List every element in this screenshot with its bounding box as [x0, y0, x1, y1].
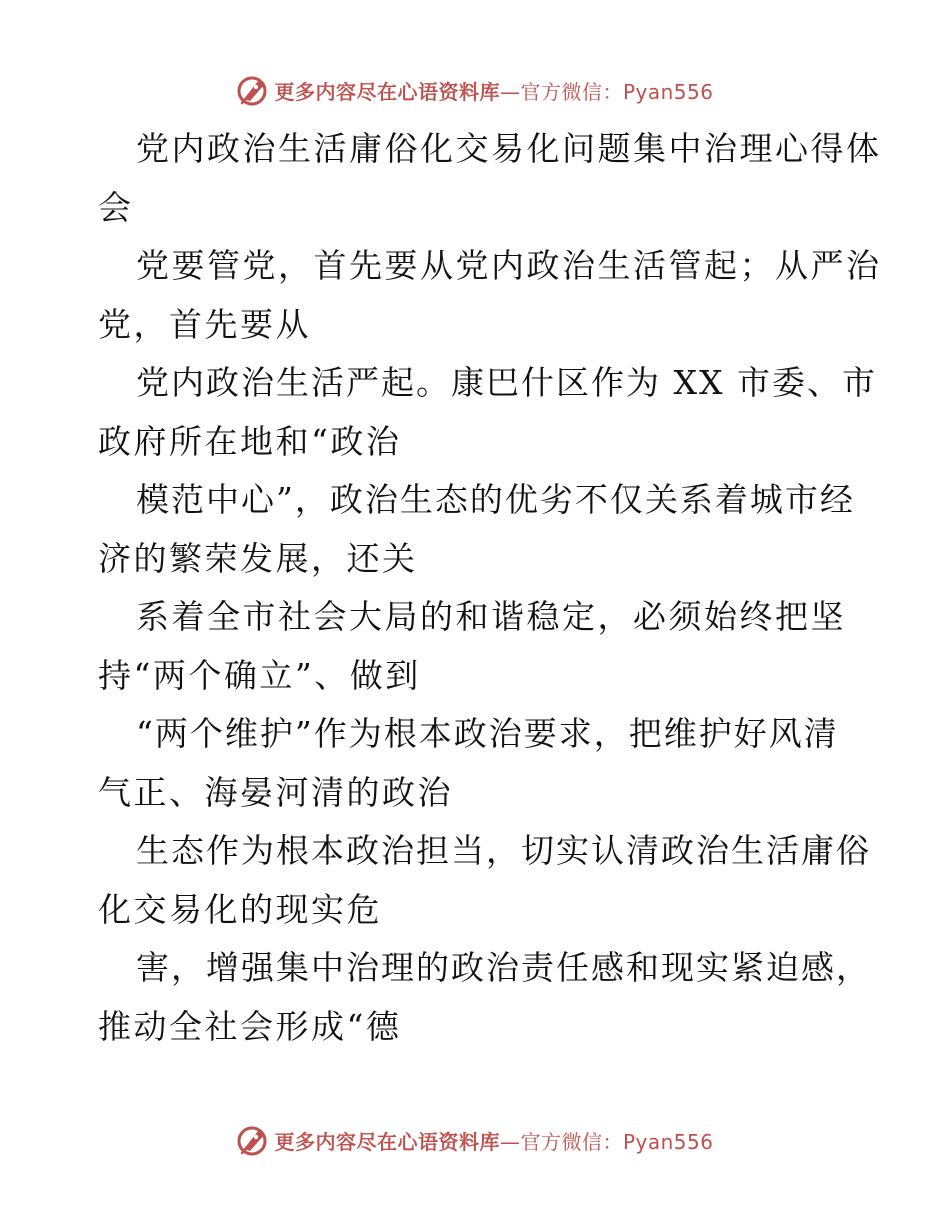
- paragraph-line-8: 持“两个确立”、做到: [98, 655, 421, 695]
- paragraph-line-10: 气正、海晏河清的政治: [98, 772, 453, 812]
- paragraph-line-7: 系着全市社会大局的和谐稳定，必须始终把坚: [136, 597, 846, 636]
- pen-nib-logo-icon: [236, 73, 270, 107]
- footer-text: [274, 1126, 713, 1155]
- header-separator: —: [499, 79, 521, 104]
- footer-wechat-text: 官方微信：Pyan556: [520, 1129, 714, 1154]
- title-line-2: 会: [98, 187, 134, 227]
- paragraph-line-12: 化交易化的现实危: [98, 889, 382, 929]
- footer-banner: [0, 1120, 950, 1160]
- footer-brand-text: 更多内容尽在心语资料库: [274, 1129, 500, 1154]
- header-banner: [0, 70, 950, 110]
- paragraph-line-14: 推动全社会形成“德: [98, 1006, 402, 1046]
- paragraph-line-13: 害，增强集中治理的政治责任感和现实紧迫感，: [136, 948, 871, 987]
- header-wechat-text: 官方微信：Pyan556: [520, 79, 714, 104]
- header-text: [274, 76, 713, 105]
- paragraph-line-2: 党，首先要从: [98, 304, 311, 344]
- paragraph-line-3: 党内政治生活严起。康巴什区作为 XX 市委、市: [136, 363, 877, 402]
- paragraph-line-11: 生态作为根本政治担当，切实认清政治生活庸俗: [136, 831, 871, 870]
- pen-nib-logo-icon: [236, 1123, 270, 1157]
- document-body: [98, 120, 882, 1056]
- title-line-1: 党内政治生活庸俗化交易化问题集中治理心得体: [136, 129, 882, 168]
- header-brand-text: 更多内容尽在心语资料库: [274, 79, 500, 104]
- paragraph-line-4: 政府所在地和“政治: [98, 421, 402, 461]
- paragraph-line-6: 济的繁荣发展，还关: [98, 538, 418, 578]
- paragraph-line-9: “两个维护”作为根本政治要求，把维护好风清: [136, 714, 839, 753]
- footer-separator: —: [499, 1129, 521, 1154]
- paragraph-line-1: 党要管党，首先要从党内政治生活管起；从严治: [136, 246, 882, 285]
- paragraph-line-5: 模范中心”，政治生态的优劣不仅关系着城市经: [136, 480, 855, 519]
